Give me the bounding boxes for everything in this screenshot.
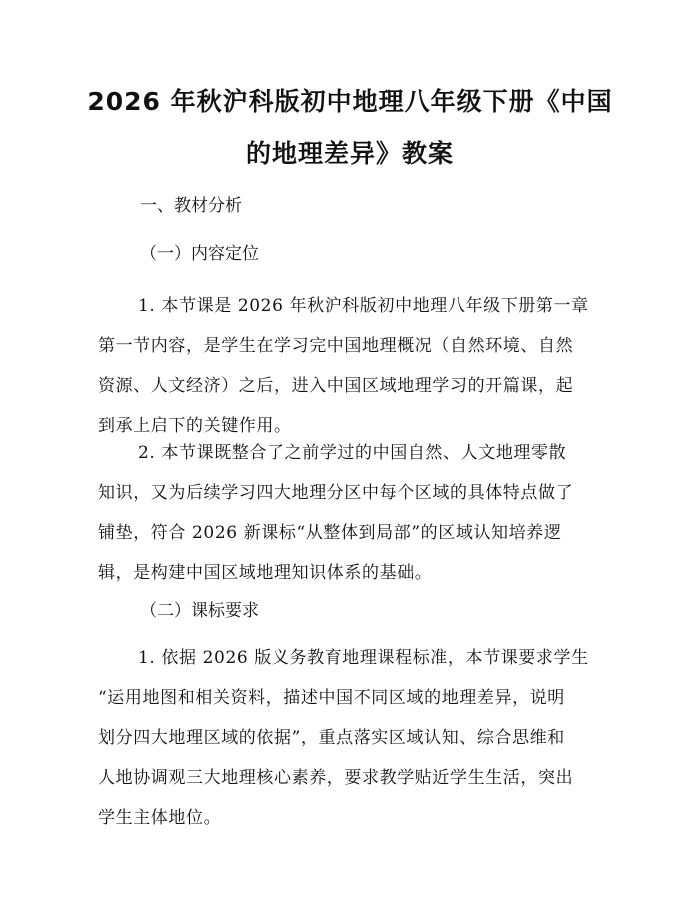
paragraph-line: 2. 本节课既整合了之前学过的中国自然、人文地理零散 xyxy=(138,443,567,463)
paragraph-line: 辑，是构建中国区域地理知识体系的基础。 xyxy=(98,563,433,583)
paragraph-line: 第一节内容，是学生在学习完中国地理概况（自然环境、自然 xyxy=(98,336,574,356)
paragraph-line: 铺垫，符合 2026 新课标“从整体到局部”的区域认知培养逻 xyxy=(98,523,562,543)
paragraph-line: 划分四大地理区域的依据”，重点落实区域认知、综合思维和 xyxy=(98,728,565,748)
section-heading-textbook-analysis: 一、教材分析 xyxy=(140,196,242,216)
paragraph-line: 到承上启下的关键作用。 xyxy=(98,416,292,436)
paragraph-content-positioning-1 xyxy=(98,286,603,446)
paragraph-content-positioning-2 xyxy=(98,433,603,593)
paragraph-line: “运用地图和相关资料，描述中国不同区域的地理差异，说明 xyxy=(98,688,565,708)
paragraph-line: 知识，又为后续学习四大地理分区中每个区域的具体特点做了 xyxy=(98,483,574,503)
paragraph-line: 1. 依据 2026 版义务教育地理课程标准，本节课要求学生 xyxy=(138,648,589,668)
paragraph-line: 学生主体地位。 xyxy=(98,808,222,828)
paragraph-line: 人地协调观三大地理核心素养，要求教学贴近学生生活，突出 xyxy=(98,768,574,788)
document-title-line-1: 2026 年秋沪科版初中地理八年级下册《中国 xyxy=(87,87,613,116)
subsection-heading-content-positioning: （一）内容定位 xyxy=(140,244,259,264)
paragraph-line: 资源、人文经济）之后，进入中国区域地理学习的开篇课，起 xyxy=(98,376,574,396)
paragraph-line: 1. 本节课是 2026 年秋沪科版初中地理八年级下册第一章 xyxy=(138,296,589,316)
document-title-line-2: 的地理差异》教案 xyxy=(245,139,454,168)
subsection-heading-curriculum-requirements: （二）课标要求 xyxy=(140,601,259,621)
paragraph-curriculum-requirements-1 xyxy=(98,638,603,838)
